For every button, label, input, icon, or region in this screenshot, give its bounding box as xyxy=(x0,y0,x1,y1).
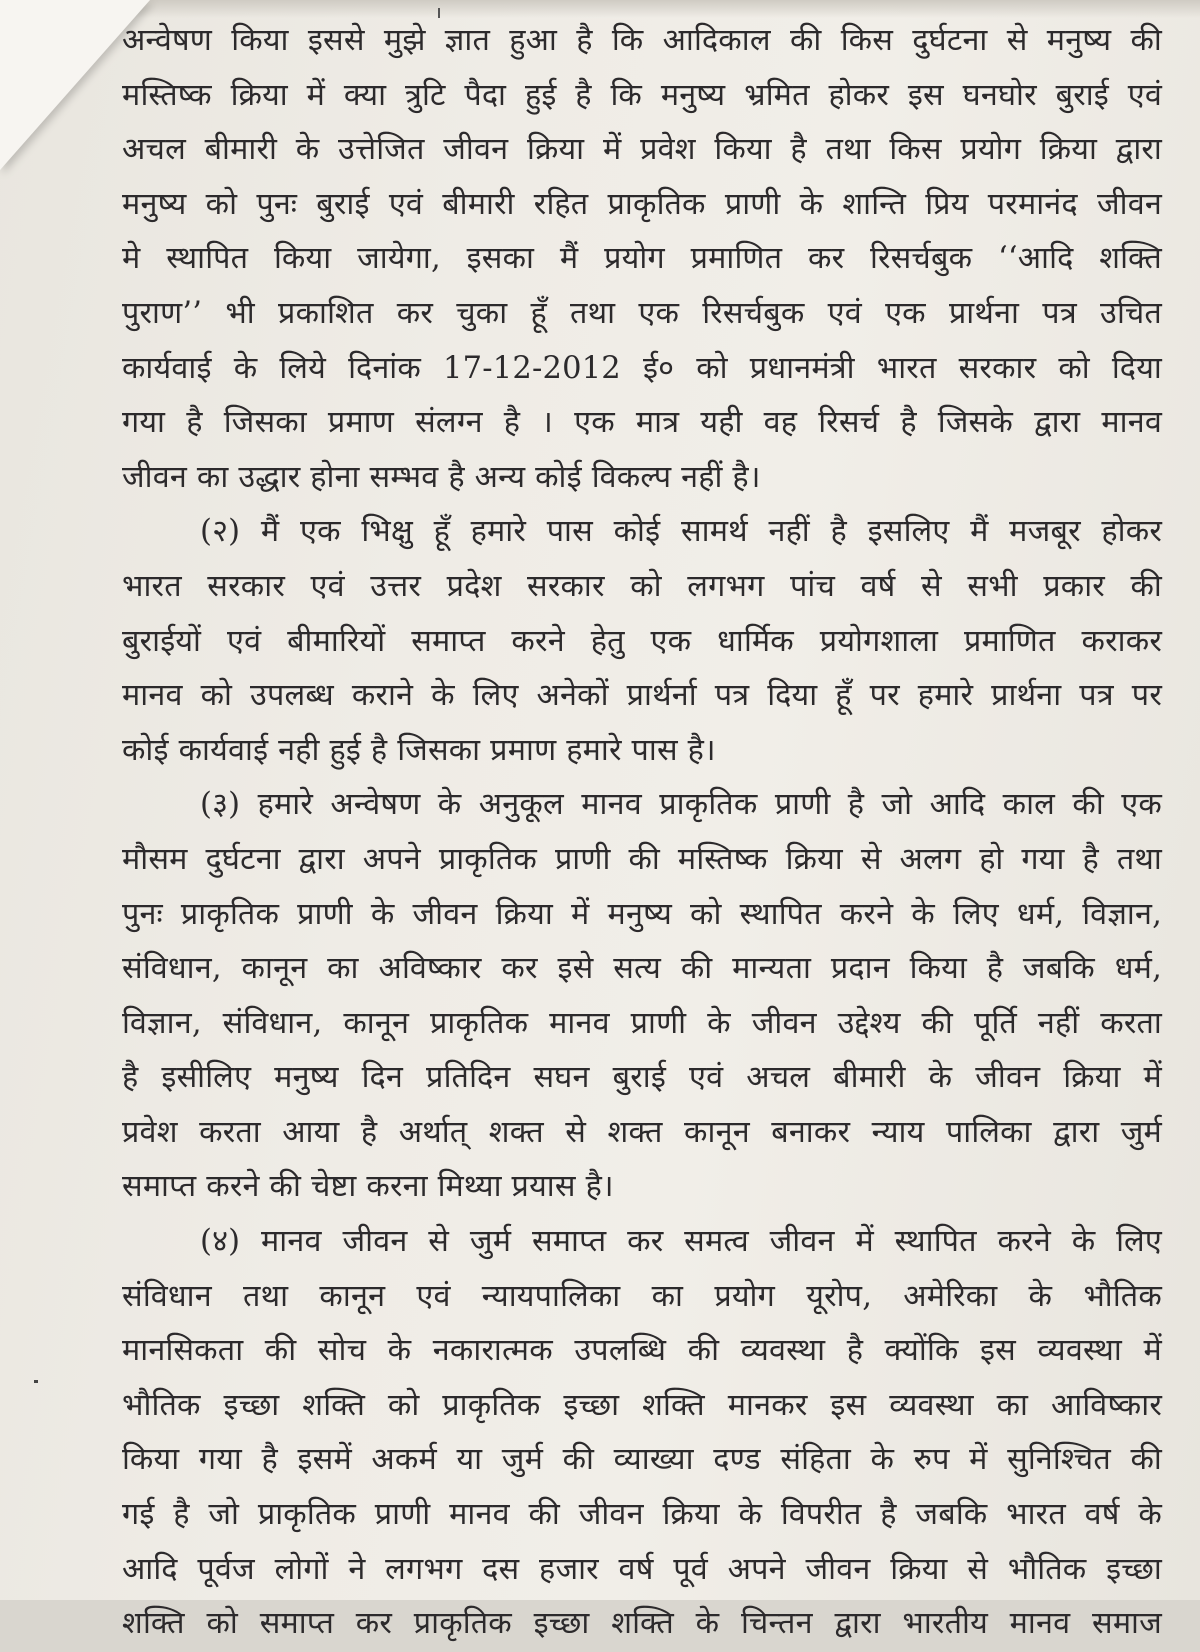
text-line: गई है जो प्राकृतिक प्राणी मानव की जीवन क्रिया के विपरीत है जबकि भारत वर्ष के xyxy=(122,1497,1162,1533)
text-line: मौसम दुर्घटना द्वारा अपने प्राकृतिक प्राणी की मस्तिष्क क्रिया से अलग हो गया है तथा xyxy=(122,841,1162,877)
text-line: भौतिक इच्छा शक्ति को प्राकृतिक इच्छा शक्ति मानकर इस व्यवस्था का आविष्कार xyxy=(122,1387,1162,1423)
paragraph-2-start: (२) मैं एक भिक्षु हूँ हमारे पास कोई सामर्थ नहीं है इसलिए मैं मजबूर होकर xyxy=(200,514,1162,550)
text-line: किया गया है इसमें अकर्म या जुर्म की व्याख्या दण्ड संहिता के रुप में सुनिश्चित की xyxy=(122,1442,1162,1478)
text-line: कार्यवाई के लिये दिनांक 17-12-2012 ई० को प्रधानमंत्री भारत सरकार को दिया xyxy=(122,350,1162,386)
text-line: जीवन का उद्धार होना सम्भव है अन्य कोई विकल्प नहीं है। xyxy=(122,459,761,495)
text-line: समाप्त करने की चेष्टा करना मिथ्या प्रयास है। xyxy=(122,1169,614,1205)
text-line: कोई कार्यवाई नही हुई है जिसका प्रमाण हमारे पास है। xyxy=(122,732,716,768)
text-line: पुनः प्राकृतिक प्राणी के जीवन क्रिया में मनुष्य को स्थापित करने के लिए धर्म, विज्ञान, xyxy=(122,896,1162,932)
text-line: विज्ञान, संविधान, कानून प्राकृतिक मानव प्राणी के जीवन उद्देश्य की पूर्ति नहीं करता xyxy=(122,1005,1162,1041)
text-line: पुराण’’ भी प्रकाशित कर चुका हूँ तथा एक रिसर्चबुक एवं एक प्रार्थना पत्र उचित xyxy=(122,295,1162,331)
text-line: संविधान, कानून का अविष्कार कर इसे सत्य की मान्यता प्रदान किया है जबकि धर्म, xyxy=(122,951,1162,987)
text-line: मानसिकता की सोच के नकारात्मक उपलब्धि की व्यवस्था है क्योंकि इस व्यवस्था में xyxy=(122,1333,1162,1369)
body-text xyxy=(122,14,1162,1652)
text-line: भारत सरकार एवं उत्तर प्रदेश सरकार को लगभग पांच वर्ष से सभी प्रकार की xyxy=(122,568,1162,604)
ink-dot xyxy=(34,1380,38,1383)
text-line: शक्ति को समाप्त कर प्राकृतिक इच्छा शक्ति के चिन्तन द्वारा भारतीय मानव समाज xyxy=(122,1606,1162,1642)
text-line: प्रवेश करता आया है अर्थात् शक्त से शक्त कानून बनाकर न्याय पालिका द्वारा जुर्म xyxy=(122,1114,1162,1150)
text-line: आदि पूर्वज लोगों ने लगभग दस हजार वर्ष पूर्व अपने जीवन क्रिया से भौतिक इच्छा xyxy=(122,1551,1162,1587)
text-line: संविधान तथा कानून एवं न्यायपालिका का प्रयोग यूरोप, अमेरिका के भौतिक xyxy=(122,1278,1162,1314)
text-line: मानव को उपलब्ध कराने के लिए अनेकों प्रार्थर्ना पत्र दिया हूँ पर हमारे प्रार्थना पत्र पर xyxy=(122,678,1162,714)
text-line: मनुष्य को पुनः बुराई एवं बीमारी रहित प्राकृतिक प्राणी के शान्ति प्रिय परमानंद जीवन xyxy=(122,186,1162,222)
text-line: अचल बीमारी के उत्तेजित जीवन क्रिया में प्रवेश किया है तथा किस प्रयोग क्रिया द्वारा xyxy=(122,132,1162,168)
text-line: अन्वेषण किया इससे मुझे ज्ञात हुआ है कि आदिकाल की किस दुर्घटना से मनुष्य की xyxy=(122,23,1162,58)
text-line: मे स्थापित किया जायेगा, इसका मैं प्रयोग प्रमाणित कर रिसर्चबुक ‘‘आदि शक्ति xyxy=(122,241,1162,277)
text-line: मस्तिष्क क्रिया में क्या त्रुटि पैदा हुई है कि मनुष्य भ्रमित होकर इस घनघोर बुराई एवं xyxy=(122,77,1162,113)
paragraph-3-start: (३) हमारे अन्वेषण के अनुकूल मानव प्राकृतिक प्राणी है जो आदि काल की एक xyxy=(200,787,1162,823)
paragraph-4-start: (४) मानव जीवन से जुर्म समाप्त कर समत्व जीवन में स्थापित करने के लिए xyxy=(200,1224,1162,1260)
text-line: है इसीलिए मनुष्य दिन प्रतिदिन सघन बुराई एवं अचल बीमारी के जीवन क्रिया में xyxy=(122,1060,1162,1096)
text-line: बुराईयों एवं बीमारियों समाप्त करने हेतु एक धार्मिक प्रयोगशाला प्रमाणित कराकर xyxy=(122,623,1162,659)
text-line: गया है जिसका प्रमाण संलग्न है । एक मात्र यही वह रिसर्च है जिसके द्वारा मानव xyxy=(122,405,1162,441)
